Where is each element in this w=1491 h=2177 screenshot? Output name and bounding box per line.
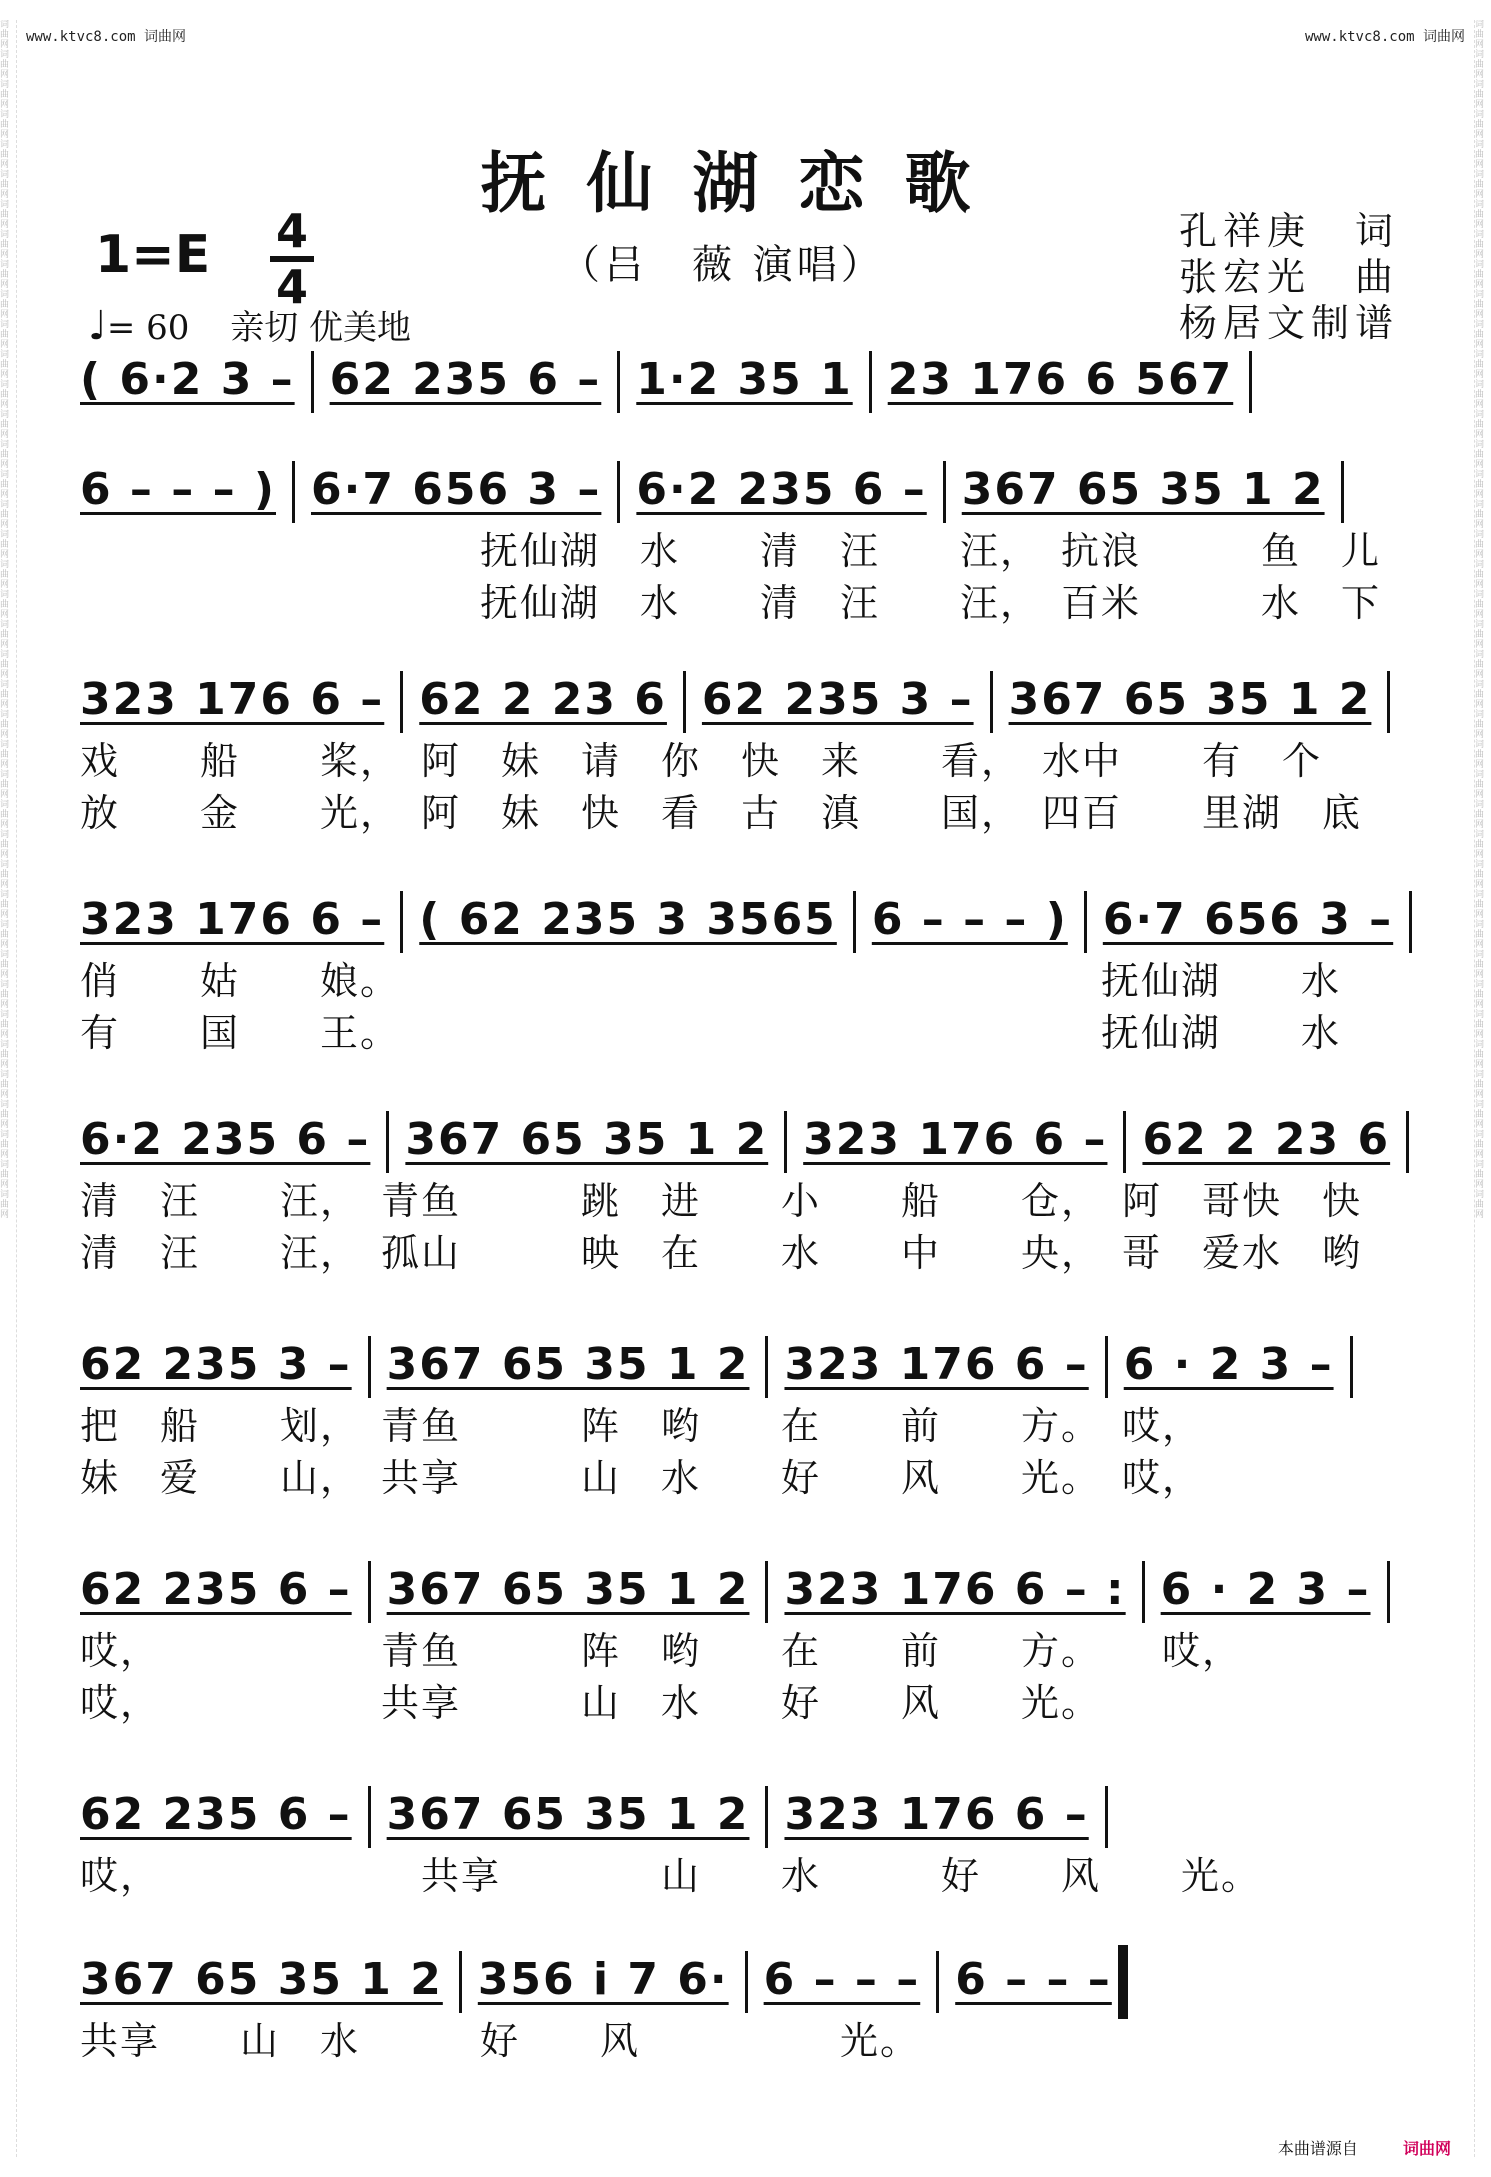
notation-staff [80, 885, 1411, 955]
lyrics-verse-1: 清 汪 汪， 青鱼 跳 进 小 船 仓， 阿 哥快 快 [80, 1179, 1363, 1223]
lyrics-verse-1: 戏 船 桨， 阿 妹 请 你 快 来 看， 水中 有 个 [80, 739, 1323, 783]
lyrics-verse-2: 妹 爱 山， 共享 山 水 好 风 光。 哎， [80, 1456, 1203, 1500]
barline [368, 1561, 371, 1623]
barline [853, 891, 856, 953]
barline [400, 891, 403, 953]
score-line [80, 665, 1411, 839]
measure: 6·7 656 3 – [311, 464, 602, 515]
barline [1084, 891, 1087, 953]
barline [311, 351, 314, 413]
lyrics-verse-2: 有 国 王。 抚仙湖 水 [80, 1011, 1342, 1055]
barline [936, 1951, 939, 2013]
barline [943, 461, 946, 523]
measure: 62 235 3 – [701, 674, 974, 725]
performer: （吕 薇 演唱） [560, 242, 885, 288]
barline [1406, 1111, 1409, 1173]
measure: 356 i 7 6· [477, 1954, 729, 2005]
lyrics-verse-2: 清 汪 汪， 孤山 映 在 水 中 央， 哥 爱水 哟 [80, 1231, 1363, 1275]
time-signature-top: 4 [275, 204, 308, 258]
measure: 6 · 2 3 – [1160, 1564, 1371, 1615]
measure: ( 62 235 3 3565 [419, 894, 837, 945]
notation-staff [80, 455, 1411, 525]
footer-brand-logo: 词曲网 [1402, 2139, 1451, 2158]
score-line [80, 345, 1411, 415]
time-signature-bottom: 4 [275, 260, 308, 314]
measure: 62 235 6 – [80, 1789, 352, 1840]
score-line [80, 885, 1411, 1059]
measure: 323 176 6 – : [784, 1564, 1126, 1615]
score-line [80, 1555, 1411, 1729]
barline [386, 1111, 389, 1173]
notation-staff [80, 665, 1411, 735]
score-line [80, 1105, 1411, 1279]
barline [1409, 891, 1412, 953]
measure: 1·2 35 1 [636, 354, 853, 405]
measure: 323 176 6 – [80, 674, 385, 725]
notation-staff [80, 1330, 1411, 1400]
lyrics-verse-1: 把 船 划， 青鱼 阵 哟 在 前 方。 哎， [80, 1404, 1203, 1448]
barline [745, 1951, 748, 2013]
lyrics-verse-1: 哎， 共享 山 水 好 风 光。 [80, 1854, 1262, 1898]
notation-staff [80, 1780, 1411, 1850]
measure: 6 – – – ) [871, 894, 1068, 945]
measure: 367 65 35 1 2 [386, 1339, 750, 1390]
barline [869, 351, 872, 413]
measure: 367 65 35 1 2 [1008, 674, 1372, 725]
barline [292, 461, 295, 523]
measure: 6 – – – [763, 1954, 921, 2005]
measure: 62 235 6 – [329, 354, 602, 405]
lyrics-verse-2: 抚仙湖 水 清 汪 汪， 百米 水 下 [80, 581, 1382, 625]
barline [1387, 671, 1390, 733]
barline [1341, 461, 1344, 523]
notation-staff [80, 1555, 1411, 1625]
measure: 323 176 6 – [80, 894, 385, 945]
barline [1249, 351, 1252, 413]
barline [1105, 1786, 1108, 1848]
lyrics-verse-2: 放 金 光， 阿 妹 快 看 古 滇 国， 四百 里湖 底 [80, 791, 1363, 835]
watermark-top-right: www.ktvc8.com 词曲网 [1304, 29, 1465, 45]
barline [765, 1336, 768, 1398]
measure: 6·2 235 6 – [636, 464, 927, 515]
side-watermark-left: 词 曲 网 词 曲 网 词 曲 网 词 曲 网 词 曲 网 词 曲 网 词 曲 网 词 曲 网 词 曲 网 词 曲 网 词 曲 网 词 曲 网 词 曲 网 词 曲 网 词 曲 网 词 曲 网 词 曲 网 词 曲 网 词 曲 网 词 曲 网 词 曲 网 词 曲 网 词 曲 网 词 曲 网 词 曲 网 词 曲 网 词 曲 网 词 曲 网 词 曲 网 词 曲 网 词 曲 网 词 曲 网 词 曲 网 词 曲 网 词 曲 网 词 曲 网 词 曲 网 词 曲 网 词 曲 网 词 曲 网 [0, 20, 17, 2157]
footer-source: 本曲谱源自 [1277, 2139, 1358, 2158]
tempo-value: = 60 [106, 308, 190, 348]
barline [617, 461, 620, 523]
barline [459, 1951, 462, 2013]
time-signature [270, 204, 314, 314]
lyrics-verse-1: 俏 姑 娘。 抚仙湖 水 [80, 959, 1342, 1003]
barline [765, 1561, 768, 1623]
barline [1350, 1336, 1353, 1398]
watermark-top-left: www.ktvc8.com 词曲网 [26, 29, 187, 45]
measure: 367 65 35 1 2 [961, 464, 1325, 515]
barline [1123, 1111, 1126, 1173]
notation-staff [80, 1105, 1411, 1175]
lyricist: 孔祥庚 词 [1178, 209, 1399, 253]
lyrics-verse-1: 共享 山 水 好 风 光。 [80, 2019, 921, 2063]
measure: 23 176 6 567 [887, 354, 1234, 405]
measure: 323 176 6 – [803, 1114, 1108, 1165]
barline [368, 1786, 371, 1848]
footer [1278, 2136, 1451, 2159]
measure: 367 65 35 1 2 [80, 1954, 443, 2005]
measure: 62 235 3 – [80, 1339, 352, 1390]
measure: 323 176 6 – [784, 1339, 1089, 1390]
credits [1179, 208, 1399, 346]
barline [368, 1336, 371, 1398]
measure: 367 65 35 1 2 [405, 1114, 769, 1165]
barline [1142, 1561, 1145, 1623]
composer: 张宏光 曲 [1178, 255, 1399, 299]
measure: 6 – – – ) [80, 464, 276, 515]
score-line [80, 455, 1411, 629]
measure: ( 6·2 3 – [80, 354, 295, 405]
expression-mark: 亲切 优美地 [230, 308, 412, 348]
barline [617, 351, 620, 413]
measure: 62 235 6 – [80, 1564, 352, 1615]
barline [765, 1786, 768, 1848]
side-watermark-right: 词 曲 网 词 曲 网 词 曲 网 词 曲 网 词 曲 网 词 曲 网 词 曲 网 词 曲 网 词 曲 网 词 曲 网 词 曲 网 词 曲 网 词 曲 网 词 曲 网 词 曲 网 词 曲 网 词 曲 网 词 曲 网 词 曲 网 词 曲 网 词 曲 网 词 曲 网 词 曲 网 词 曲 网 词 曲 网 词 曲 网 词 曲 网 词 曲 网 词 曲 网 词 曲 网 词 曲 网 词 曲 网 词 曲 网 词 曲 网 词 曲 网 词 曲 网 词 曲 网 词 曲 网 词 曲 网 词 曲 网 [1474, 20, 1491, 2157]
key-signature: 1=E [95, 225, 211, 285]
barline [1105, 1336, 1108, 1398]
score-line [80, 1780, 1411, 1902]
transcriber: 杨居文制谱 [1178, 301, 1399, 345]
barline [1118, 1945, 1128, 2019]
barline [1387, 1561, 1390, 1623]
tempo-marking [88, 300, 411, 349]
quarter-note-icon: ♩ [88, 303, 107, 349]
measure: 367 65 35 1 2 [386, 1789, 750, 1840]
score-line [80, 1330, 1411, 1504]
measure: 62 2 23 6 [1142, 1114, 1391, 1165]
barline [784, 1111, 787, 1173]
measure: 6·2 235 6 – [80, 1114, 371, 1165]
lyrics-verse-2: 哎， 共享 山 水 好 风 光。 [80, 1681, 1102, 1725]
lyrics-verse-1: 哎， 青鱼 阵 哟 在 前 方。 哎， [80, 1629, 1243, 1673]
lyrics-verse-1: 抚仙湖 水 清 汪 汪， 抗浪 鱼 儿 [80, 529, 1382, 573]
measure: 62 2 23 6 [419, 674, 667, 725]
notation-staff [80, 1945, 1411, 2015]
barline [400, 671, 403, 733]
song-title: 抚仙湖恋歌 [480, 144, 1011, 222]
barline [990, 671, 993, 733]
score-line [80, 1945, 1411, 2067]
measure: 323 176 6 – [784, 1789, 1089, 1840]
notation-staff [80, 345, 1411, 415]
measure: 6 – – – [955, 1954, 1112, 2005]
measure: 6·7 656 3 – [1102, 894, 1394, 945]
measure: 6 · 2 3 – [1123, 1339, 1334, 1390]
barline [683, 671, 686, 733]
measure: 367 65 35 1 2 [386, 1564, 750, 1615]
